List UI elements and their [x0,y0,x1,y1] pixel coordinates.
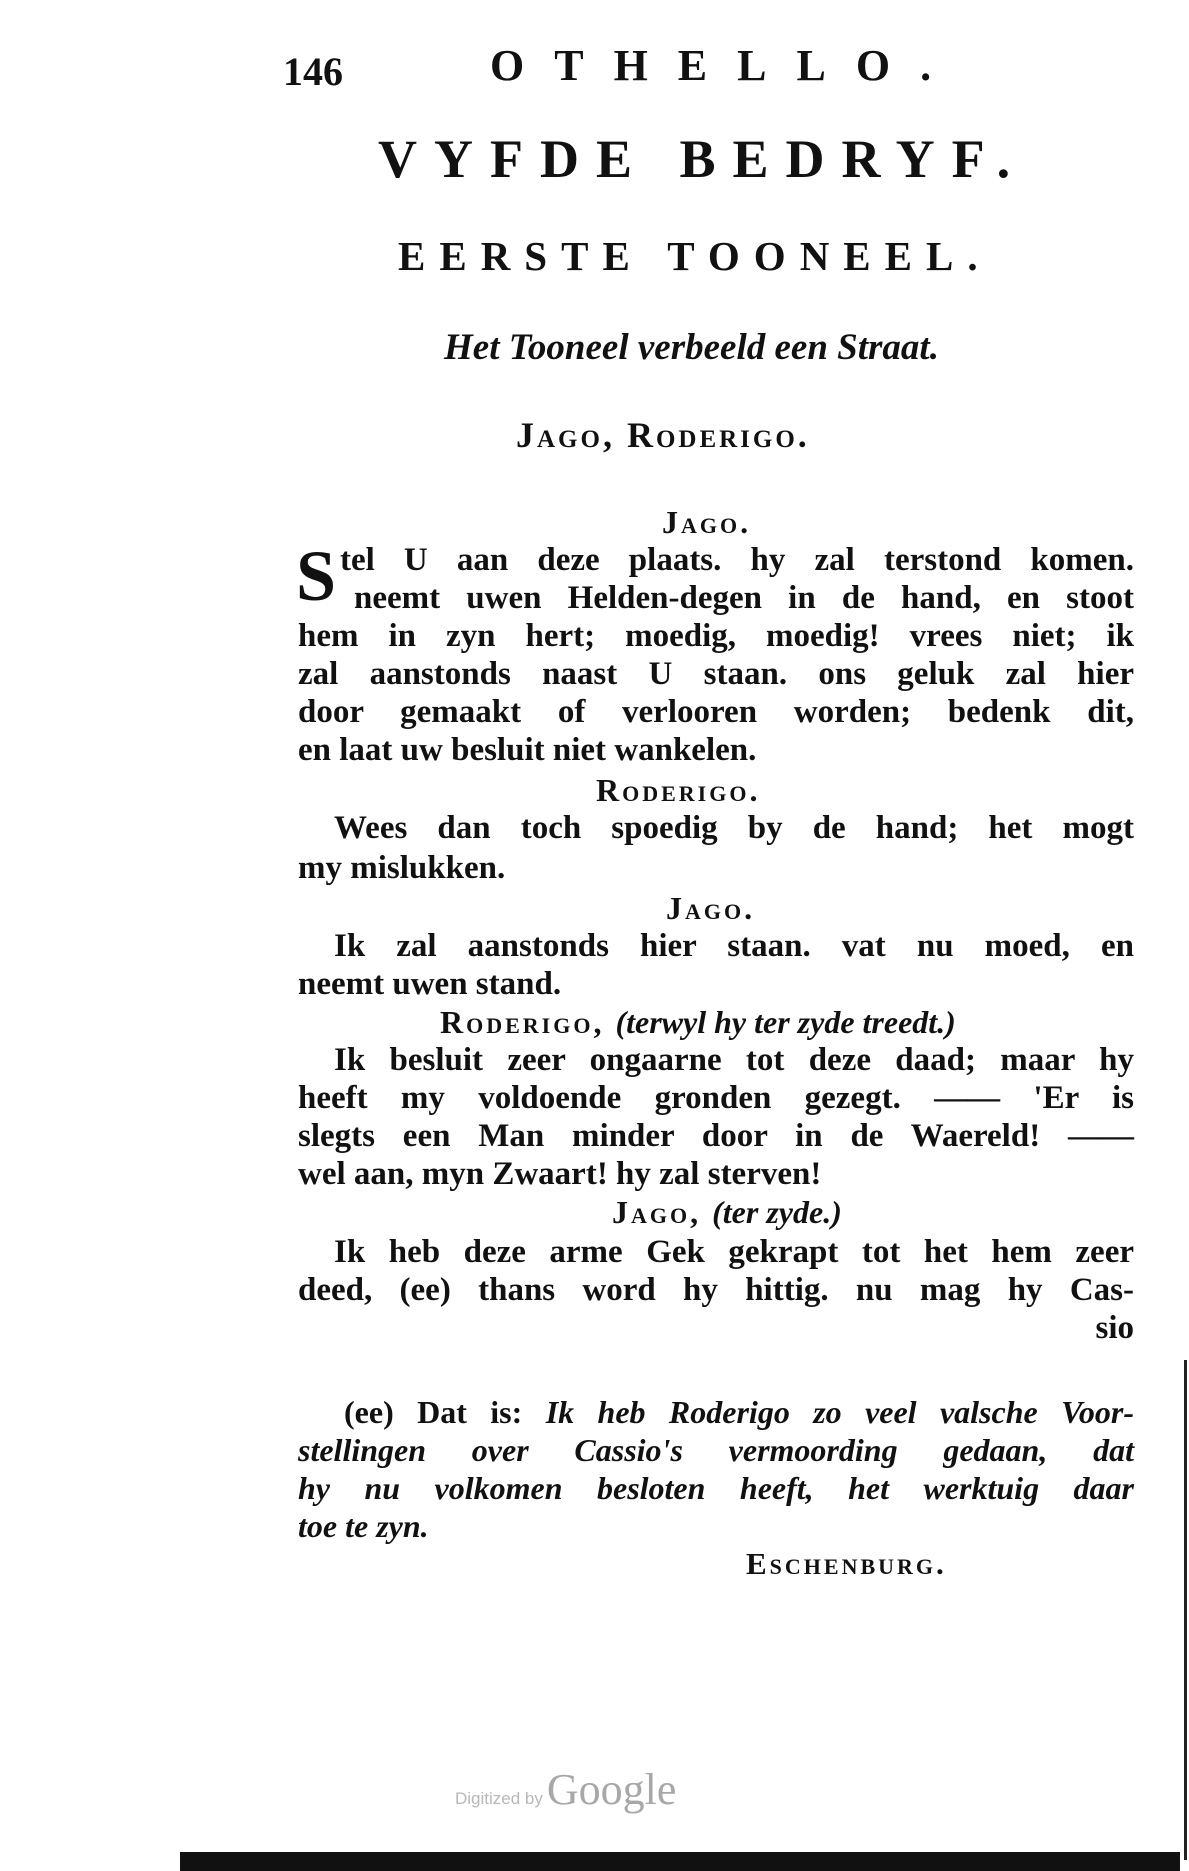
text-line: wel aan, myn Zwaart! hy zal sterven! [298,1156,822,1192]
watermark-prefix: Digitized by [455,1789,543,1808]
text-line: Ik heb deze arme Gek gekrapt tot het hem zeer [334,1234,1134,1270]
stage-direction: (terwyl hy ter zyde treedt.) [615,1004,956,1040]
stage-direction: (ter zyde.) [712,1194,842,1230]
scene-heading: EERSTE TOONEEL. [398,233,992,279]
text-line: Wees dan toch spoedig by de hand; het mogt [334,810,1134,846]
text-line: tel U aan deze plaats. hy zal terstond komen. [340,542,1134,578]
speaker-label: Jago, [612,1194,702,1230]
speaker-name [612,1194,842,1231]
footnote-marker: (ee) Dat is: [344,1394,523,1430]
text-line: my mislukken. [298,850,506,886]
speaker-label: Roderigo, [440,1004,605,1040]
text-line: slegts een Man minder door in de Waereld! —— [298,1118,1134,1154]
text-line: door gemaakt of verlooren worden; bedenk dit, [298,694,1134,730]
speaker-name: Jago. [666,890,756,926]
text-line: Ik besluit zeer ongaarne tot deze daad; maar hy [334,1042,1134,1078]
footnote-line: hy nu volkomen besloten heeft, het werktuig daar [298,1470,1134,1506]
footnote-text: Ik heb Roderigo zo veel valsche Voor- [545,1394,1135,1430]
footnote-line: toe te zyn. [298,1508,429,1544]
cast-list: Jago, Roderigo. [516,415,810,455]
text-line: neemt uwen Helden-degen in de hand, en stoot [354,580,1134,616]
digitized-watermark [455,1764,676,1815]
speaker-name [440,1004,956,1041]
scan-edge-line [1184,1360,1187,1860]
footnote-attribution: Eschenburg. [746,1546,947,1581]
drop-cap: S [296,536,337,616]
text-line: heeft my voldoende gronden gezegt. —— 'Er is [298,1080,1134,1116]
speaker-name: Jago. [662,504,752,540]
catchword: sio [1095,1310,1134,1346]
stage-setting: Het Tooneel verbeeld een Straat. [444,327,939,368]
google-logo: Google [546,1765,677,1814]
speaker-name: Roderigo. [596,772,761,808]
text-line: hem in zyn hert; moedig, moedig! vrees niet; ik [298,618,1134,654]
text-line: deed, (ee) thans word hy hittig. nu mag hy Cas- [298,1272,1134,1308]
footnote-line [344,1394,1134,1431]
footnote-line: stellingen over Cassio's vermoording gedaan, dat [298,1432,1134,1468]
page-number: 146 [283,49,343,94]
act-heading: VYFDE BEDRYF. [378,129,1028,189]
running-title: OTHELLO. [490,41,962,90]
text-line: en laat uw besluit niet wankelen. [298,732,757,768]
text-line: zal aanstonds naast U staan. ons geluk zal hier [298,656,1134,692]
scan-edge-shadow [180,1852,1180,1871]
text-line: neemt uwen stand. [298,966,562,1002]
text-line: Ik zal aanstonds hier staan. vat nu moed, en [334,928,1134,964]
